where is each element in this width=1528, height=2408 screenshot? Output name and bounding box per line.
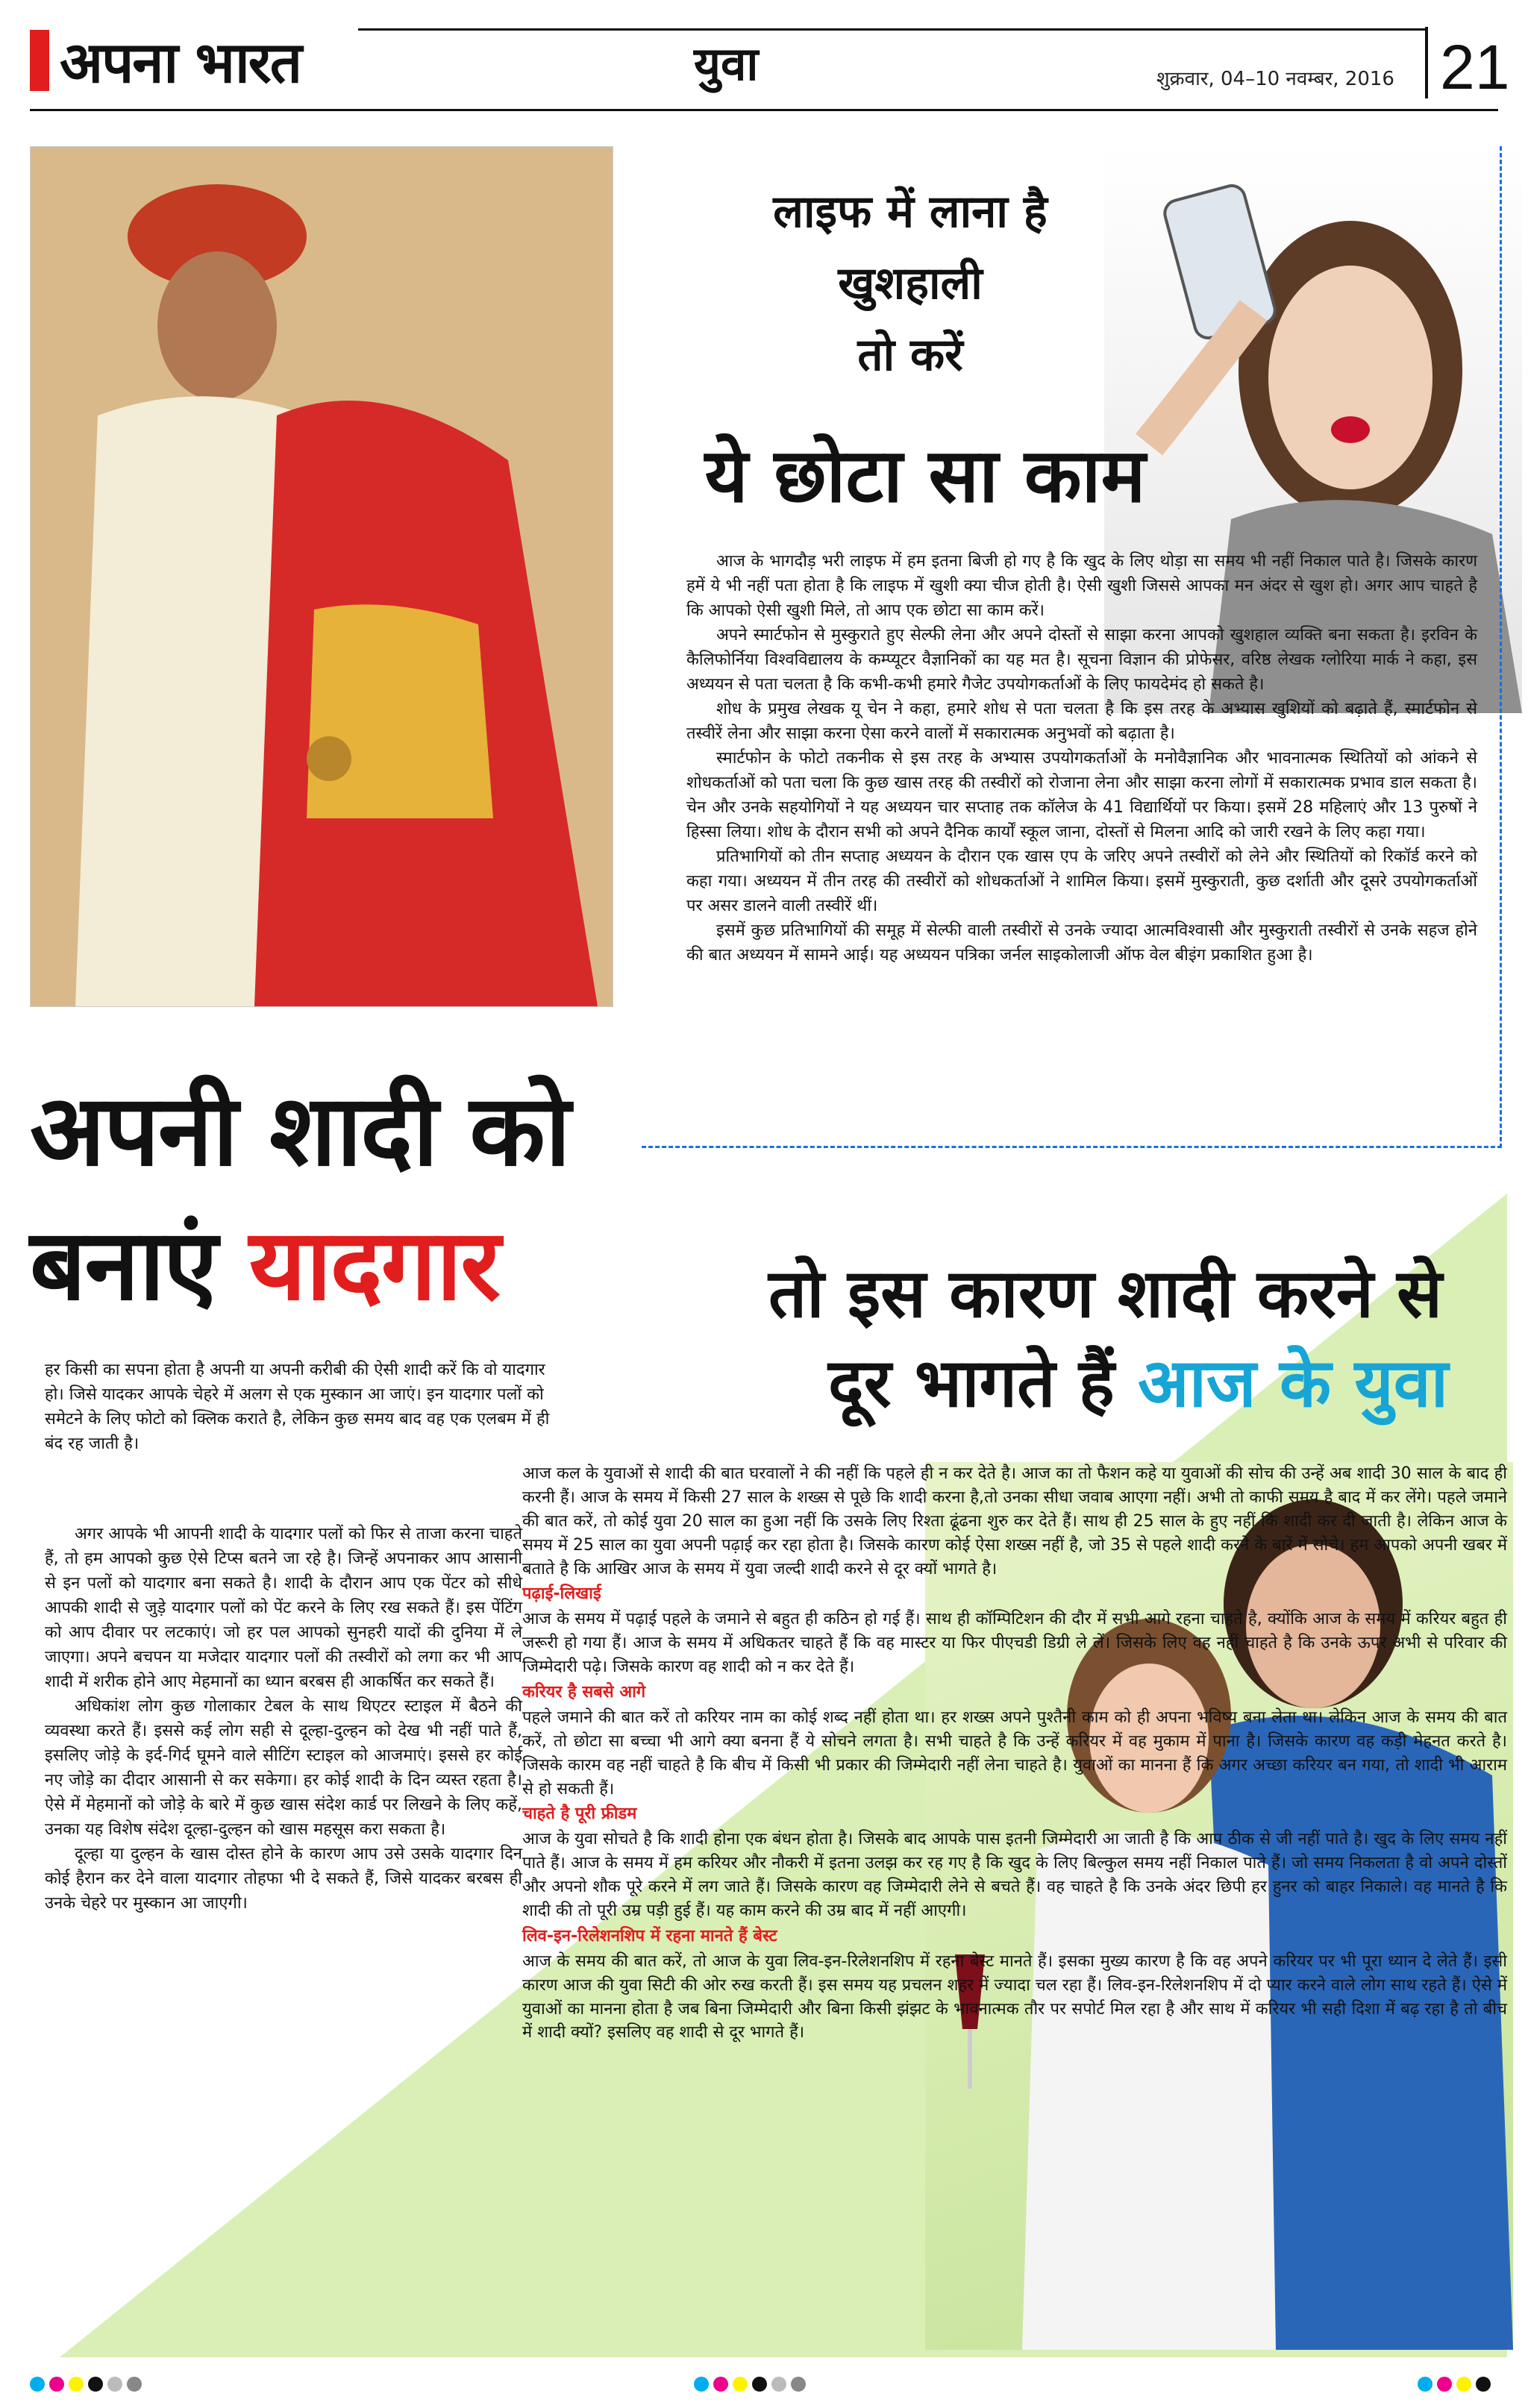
article-wedding-headline-line1: अपनी शादी को [30,1073,569,1188]
article-youth-headline-plain: दूर भागते हैं [828,1343,1138,1423]
article-life-body [686,549,1477,968]
article-wedding-body [45,1522,522,1916]
page-number-separator [1425,27,1428,98]
article-youth-section-text: पहले जमाने की बात करें तो करियर नाम का कोई शब्द नहीं होता था। हर शख्स अपने पुश्तैनी काम को ही अपना भविष्य बना लेता था। लेकिन आज के समय की बात करें, तो छोटा सा बच्चा भी आगे क्या बनना हैं ये सोचने लगता है। सभी चाहते है कि उन्हें करियर में वह मुकाम में पाना है। जिसके कारण वह कड़ी मेहनत करते है। जिसके कारम वह नहीं चाहते है कि बीच में किसी भी प्रकार की जिम्मेदारी नहीं लेना चाहते है। युवाओं का मानना हैं कि अगर अच्छा करियर बन गया, तो शादी भी आराम से हो सकती हैं। [522,1708,1507,1799]
page-number: 21 [1440,32,1510,102]
brand-logo-bar [30,30,49,91]
article-youth-intro: आज कल के युवाओं से शादी की बात घरवालों ने की नहीं कि पहले ही न कर देते है। आज का तो फैशन कहे या युवाओं की सोच की उन्हें अब शादी 30 साल के बाद ही करनी हैं। आज के समय में किसी 27 साल के शख्स से पूछे कि शादी करना है,तो उनका सीधा जवाब आएगा नहीं। अभी तो काफी समय है बाद में कर लेंगे। पहले जमाने की बात करें, तो कोई युवा 20 साल का हुआ नहीं कि उसके लिए रिश्ता ढूंढना शुरु कर देते हैं। साथ ही 25 साल के हुए नहीं कि शादी कर दी जाती है। लेकिन आज के समय में 25 साल का युवा अपनी पढ़ाई कर रहा होता है। जिसके कारण कोई ऐसा शख्स नहीं है, जो 35 से पहले शादी करने के बारें में सोचे। हम आपको अपनी खबर में बताते है कि आखिर आज के समय में युवा जल्दी शादी करने से दूर क्यों भागते है। [522,1464,1507,1578]
newspaper-name: अपना भारत [60,29,301,95]
article-youth-subhead: लिव-इन-रिलेशनशिप में रहना मानते हैं बेस्ट [522,1926,777,1945]
wedding-couple-illustration [31,147,613,1006]
article-wedding-headline-plain: बनाएं [30,1207,249,1323]
article-youth-section-text: आज के समय की बात करें, तो आज के युवा लिव-इन-रिलेशनशिप में रहना बेस्ट मानते हैं। इसका मुख्य कारण है कि वह अपने करियर पर भी पूरा ध्यान दे लेते हैं। इसी कारण आज की युवा सिटी की ओर रुख करती हैं। इस समय यह प्रचलन शहर में ज्यादा चल रहा हैं। लिव-इन-रिलेशनशिप में दो प्यार करने वाले लोग साथ रहते हैं। ऐसे में युवाओं का मानना होता है जब बिना जिम्मेदारी और बिना किसी झंझट के भावनात्मक तौर पर सपोर्ट मिल रहा है और साथ में करियर भी सही दिशा में बढ़ रहा है तो बीच में शादी क्यों? इसलिए वह शादी से दूर भागते हैं। [522,1951,1507,2042]
article-life-paragraph: आज के भागदौड़ भरी लाइफ में हम इतना बिजी हो गए है कि खुद के लिए थोड़ा सा समय भी नहीं निकाल पाते है। जिसके कारण हमें ये भी नहीं पता होता है कि लाइफ में खुशी क्या चीज होती है। ऐसी खुशी जिससे आपका मन अंदर से खुश हो। अगर आप चाहते है कि आपको ऐसी खुशी मिले, तो आप एक छोटा सा काम करें। [686,552,1477,620]
masthead-bottom-rule [30,109,1498,111]
article-wedding-paragraph: अधिकांश लोग कुछ गोलाकार टेबल के साथ थिएटर स्टाइल में बैठने की व्यवस्था करते हैं। इससे कई लोग सही से दूल्हा-दुल्हन को देख भी नहीं पाते हैं, इसलिए जोड़े के इर्द-गिर्द घूमने वाले सीटिंग स्टाइल को आजमाएं। इससे हर कोई नए जोड़े का दीदार आसानी से कर सकेगा। हर कोई शादी के दिन व्यस्त रहता है। ऐसे में मेहमानों को जोड़े के बारे में कुछ खास संदेश कार्ड पर लिखने के लिए कहें, उनका यह विशेष संदेश दूल्हा-दुल्हन को खास महसूस करा सकता है। [45,1697,522,1839]
masthead-top-rule [358,28,1425,31]
article-life-paragraph: स्मार्टफोन के फोटो तकनीक से इस तरह के अभ्यास उपयोगकर्ताओं के मनोवैज्ञानिक और भावनात्मक स्थितियों को आंकने से शोधकर्ताओं को पता चला कि कुछ खास तरह की तस्वीरों को रोजाना लेना और साझा करना लोगों में सकारात्मक प्रभाव डाल सकता है। चेन और उनके सहयोगियों ने यह अध्ययन चार सप्ताह तक कॉलेज के 41 विद्यार्थियों पर किया। इसमें 28 महिलाएं और 13 पुरुषों ने हिस्सा लिया। शोध के दौरान सभी को अपने दैनिक कार्यों स्कूल जाना, दोस्तों से मिलना आदि को जारी रखने के लिए कहा गया। [686,749,1477,841]
article-wedding-paragraph: दूल्हा या दुल्हन के खास दोस्त होने के कारण आप उसे उसके यादगार दिन कोई हैरान कर देने वाला यादगार तोहफा भी दे सकते हैं, जिसे यादकर बरबस ही उनके चेहरे पर मुस्कान आ जाएगी। [45,1845,522,1913]
article-life-paragraph: इसमें कुछ प्रतिभागियों की समूह में सेल्फी वाली तस्वीरों से उनके ज्यादा आत्मविश्वासी और मुस्कुराती तस्वीरों से उनके सहज होने की बात अध्ययन में सामने आई। यह अध्ययन पत्रिका जर्नल साइकोलाजी ऑफ वेल बीइंग प्रकाशित हुआ है। [686,921,1477,965]
color-registration-dots-icon [30,2377,146,2395]
article-wedding-headline-line2 [30,1194,499,1328]
color-registration-dots-icon [694,2377,810,2395]
article-life-headline-line1: लाइफ में लाना है [773,186,1048,238]
article-youth-subhead: पढ़ाई-लिखाई [522,1584,601,1604]
masthead [0,0,1528,119]
section-title: युवा [694,37,759,91]
article-youth-subhead: चाहते है पूरी फ्रीडम [522,1805,637,1824]
article-youth-section-text: आज के युवा सोचते है कि शादी होना एक बंधन होता है। जिसके बाद आपके पास इतनी जिम्मेदारी आ जाती है कि आप ठीक से जी नहीं पाते है। खुद के लिए समय नहीं पाते हैं। आज के समय में हम करियर और नौकरी में इतना उलझ कर रह गए है कि खुद के लिए बिल्कुल समय नहीं निकाल पाते हैं। जो समय निकलता है वो अपने दोस्तों और अपनो शौक पूरे करने में लग जाते हैं। जिसके कारण वह जिम्मेदारी लेने से बचते हैं। वह चाहते है कि उनके अंदर छिपी हर हुनर को बाहर निकाले। वह मानते है कि शादी की तो पूरी उम्र पड़ी हुई हैं। यह काम करने की उम्र बाद में नहीं आएगी। [522,1830,1507,1921]
article-wedding-intro: हर किसी का सपना होता है अपनी या अपनी करीबी की ऐसी शादी करें कि वो यादगार हो। जिसे यादकर आपके चेहरे में अलग से एक मुस्कान आ जाएं। इन यादगार पलों को समेटने के लिए फोटो को क्लिक कराते है, लेकिन कुछ समय बाद वह एक एलबम में ही बंद रह जाती है। [45,1361,550,1453]
article-youth-section-text: आज के समय में पढ़ाई पहले के जमाने से बहुत ही कठिन हो गई हैं। साथ ही कॉम्पिटिशन की दौर में सभी आगे रहना चाहते है, क्योंकि आज के समय में करियर बहुत ही जरूरी हो गया हैं। आज के समय में अधिकतर चाहते हैं कि वह मास्टर या फिर पीएचडी डिग्री ले लें। जिसके लिए वह नहीं चाहते है कि उनके ऊपर अभी से परिवार की जिम्मेदारी पढ़े। जिसके कारण वह शादी को न कर देते हैं। [522,1610,1507,1677]
article-life-headline-line4: ये छोटा सा काम [704,431,1146,519]
article-life-headline-line3: तो करें [857,329,963,381]
article-youth-body [522,1462,1507,2046]
article-youth-subhead: करियर है सबसे आगे [522,1683,646,1702]
article-life-headline-line2: खुशहाली [838,257,983,310]
color-registration-dots-icon [1418,2377,1495,2395]
article-youth-headline-line1: तो इस कारण शादी करने से [768,1254,1442,1333]
issue-date: शुक्रवार, 04–10 नवम्बर, 2016 [1156,68,1394,90]
article-life-paragraph: शोध के प्रमुख लेखक यू चेन ने कहा, हमारे शोध से पता चलता है कि इस तरह के अभ्यास खुशियों को बढ़ाते हैं, स्मार्टफोन से तस्वीरें लेना और साझा करना ऐसा करने वालों में सकारात्मक अनुभवों को बढ़ाता है। [686,700,1477,743]
wedding-couple-photo [30,146,613,1007]
article-wedding-headline-accent: यादगार [248,1207,500,1323]
article-youth-headline-accent: आज के युवा [1137,1343,1449,1423]
article-youth-headline-line2 [828,1335,1448,1426]
article-life-paragraph: प्रतिभागियों को तीन सप्ताह अध्ययन के दौरान एक खास एप के जरिए अपने तस्वीरों को लेने और स्थितियों को रिकॉर्ड करने को कहा गया। अध्ययन में तीन तरह की तस्वीरों को शोधकर्ताओं ने शामिल किया। इसमें मुस्कुराती, कुछ दर्शाती और दूसरे उपयोगकर्ताओं पर असर डालने वाली तस्वीरें थीं। [686,847,1477,915]
article-wedding-paragraph: अगर आपके भी आपनी शादी के यादगार पलों को फिर से ताजा करना चाहते हैं, तो हम आपको कुछ ऐसे टिप्स बतने जा रहे है। जिन्हें अपनाकर आप आसानी से इन पलों को यादगार बना सकते है। शादी के दौरान आप एक पेंटर को सीधे आपकी शादी से जुड़े यादगार पलों को पेंट करने के लिए रख सकते हैं। इस पेंटिंग को आप दीवार पर लटकाएं। जो हर पल आपको सुनहरी यादों की दुनिया में ले जाएगा। अपने बचपन या मजेदार यादगार पलों की तस्वीरों को लगा कर भी आप शादी में शरीक होने आए मेहमानों का ध्यान बरबस ही आकर्षित कर सकते हैं। [45,1525,522,1691]
article-life-paragraph: अपने स्मार्टफोन से मुस्कुराते हुए सेल्फी लेना और अपने दोस्तों से साझा करना आपको खुशहाल व्यक्ति बना सकता है। इरविन के कैलिफोर्निया विश्वविद्यालय के कम्प्यूटर वैज्ञानिकों का यह मत है। सूचना विज्ञान की प्रोफेसर, वरिष्ठ लेखक ग्लोरिया मार्क ने कहा, इस अध्ययन से पता चलता है कि कभी-कभी हमारे गैजेट उपयोगकर्ताओं के लिए फायदेमंद हो सकते है। [686,626,1477,694]
article-life-happiness [642,146,1502,1148]
